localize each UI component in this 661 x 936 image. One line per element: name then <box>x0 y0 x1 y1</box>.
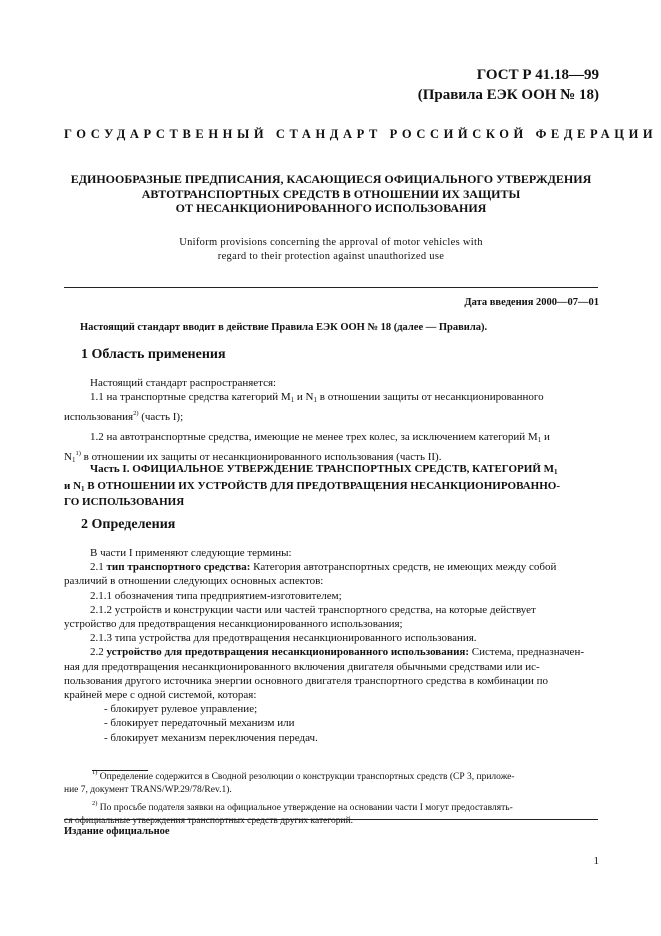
title-divider <box>64 287 598 288</box>
section-2-heading: 2 Определения <box>81 517 176 532</box>
document-title-ru <box>64 172 598 216</box>
document-title-en <box>64 236 598 264</box>
title-line: ОТ НЕСАНКЦИОНИРОВАННОГО ИСПОЛЬЗОВАНИЯ <box>175 201 487 215</box>
footnote-2: $^{2)}$ По просьбе подателя заявки на официальное утверждение на основании части I могут предоставлять- <box>92 800 513 813</box>
definition-2-2-cont: ная для предотвращения несанкционированного включения двигателя обычными средствами или ис- <box>64 660 540 673</box>
definition-2-1-cont: различий в отношении следующих основных аспектов: <box>64 575 324 588</box>
un-rules-label: (Правила ЕЭК ООН № 18) <box>417 87 599 103</box>
list-item: - блокирует рулевое управление; <box>104 703 258 716</box>
section-1-body <box>64 376 599 467</box>
footnote-2-cont: ся официальные утверждения транспортных средств других категорий. <box>64 816 354 826</box>
edition-label: Издание официальное <box>64 826 170 837</box>
paragraph: В части I применяют следующие термины: <box>90 547 292 559</box>
title-line: ЕДИНООБРАЗНЫЕ ПРЕДПИСАНИЯ, КАСАЮЩИЕСЯ ОФИЦИАЛЬНОГО УТВЕРЖДЕНИЯ <box>70 172 592 186</box>
part-1-heading: Часть I. ОФИЦИАЛЬНОЕ УТВЕРЖДЕНИЕ ТРАНСПОРТНЫХ СРЕДСТВ, КАТЕГОРИЙ $М_1$ и $N_1$ В ОТНОШЕНИИ ИХ УСТРОЙСТВ ДЛЯ ПРЕДОТВРАЩЕНИЯ НЕСАНКЦИОНИРОВАННО- ГО ИСПОЛЬЗОВАНИЯ <box>64 463 560 508</box>
state-standard-heading: ГОСУДАРСТВЕННЫЙ СТАНДАРТ РОССИЙСКОЙ ФЕДЕРАЦИИ <box>64 127 658 141</box>
gost-code: ГОСТ Р 41.18—99 <box>476 67 599 83</box>
section-1-heading: 1 Область применения <box>81 347 226 362</box>
page-number: 1 <box>593 855 599 867</box>
definition-2-1-2: 2.1.2 устройств и конструкции части или частей транспортного средства, на которые действует <box>90 603 536 616</box>
title-en-line: regard to their protection against unauthorized use <box>217 251 445 262</box>
paragraph-1-2-cont: $N_1^{1)}$ в отношении их защиты от несанкционированного использования (часть II). <box>64 449 442 464</box>
paragraph-1-2: 1.2 на автотранспортные средства, имеющие не менее трех колес, за исключением категорий $М_1$ и <box>90 430 550 444</box>
edition-divider <box>64 819 598 820</box>
introduction-date: Дата введения 2000—07—01 <box>464 297 599 308</box>
title-line: АВТОТРАНСПОРТНЫХ СРЕДСТВ В ОТНОШЕНИИ ИХ ЗАЩИТЫ <box>141 186 521 201</box>
section-2-body <box>64 546 599 745</box>
list-item: - блокирует передаточный механизм или <box>104 717 295 730</box>
footnote-1-cont: ние 7, документ TRANS/WP.29/78/Rev.1). <box>64 785 232 795</box>
title-en-line: Uniform provisions concerning the approval of motor vehicles with <box>179 237 483 248</box>
intro-statement: Настоящий стандарт вводит в действие Правила ЕЭК ООН № 18 (далее — Правила). <box>80 322 488 333</box>
paragraph-1-1-cont: использования$^{2)}$ (часть I); <box>64 410 184 424</box>
definition-2-2-cont: пользования другого источника энергии основного двигателя транспортного средства в комбинации по <box>64 674 549 687</box>
footnote-1: $^{1)}$ Определение содержится в Сводной резолюции о конструкции транспортных средств (СР 3, приложе- <box>92 769 515 782</box>
paragraph-1-1: 1.1 на транспортные средства категорий $М_1$ и $N_1$ в отношении защиты от несанкционированного <box>90 391 544 405</box>
definition-2-2: 2.2 устройство для предотвращения несанкционированного использования: Система, предназначен- <box>90 646 584 659</box>
list-item: - блокирует механизм переключения передач. <box>104 731 318 744</box>
definition-2-1: 2.1 тип транспортного средства: Категория автотранспортных средств, не имеющих между собой <box>90 561 557 574</box>
paragraph: Настоящий стандарт распространяется: <box>90 377 277 389</box>
definition-2-1-3: 2.1.3 типа устройства для предотвращения несанкционированного использования. <box>90 632 477 645</box>
definition-2-1-2-cont: устройство для предотвращения несанкционированного использования; <box>64 618 403 631</box>
definition-2-1-1: 2.1.1 обозначения типа предприятием-изготовителем; <box>90 589 342 602</box>
definition-2-2-cont: крайней мере с одной системой, которая: <box>64 689 257 702</box>
